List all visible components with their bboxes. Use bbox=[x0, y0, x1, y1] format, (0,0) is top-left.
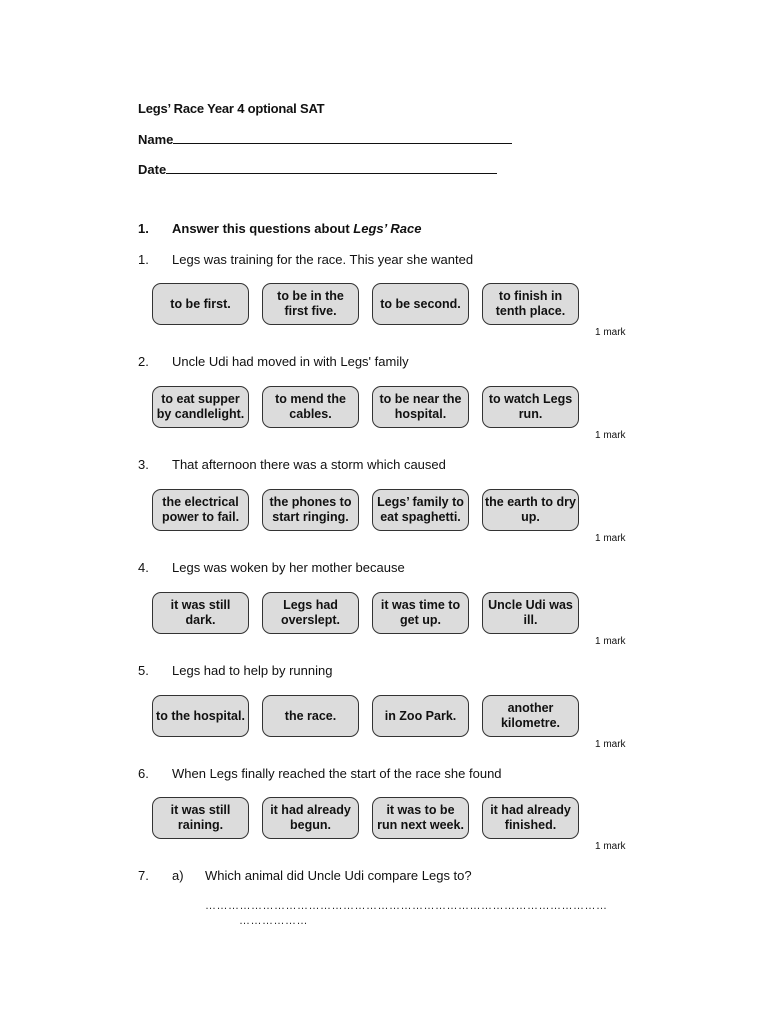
question-number: 4. bbox=[138, 560, 149, 575]
answer-options-1 bbox=[152, 283, 582, 325]
mark-label: 1 mark bbox=[595, 841, 626, 852]
answer-option[interactable]: it had already begun. bbox=[262, 797, 359, 839]
date-field[interactable] bbox=[138, 161, 497, 177]
question-stem: That afternoon there was a storm which caused bbox=[172, 457, 446, 472]
question-number: 7. bbox=[138, 868, 149, 883]
answer-options-5 bbox=[152, 695, 582, 737]
answer-options-6 bbox=[152, 797, 582, 839]
answer-option[interactable]: to be first. bbox=[152, 283, 249, 325]
answer-options-3 bbox=[152, 489, 582, 531]
answer-option[interactable]: the electrical power to fail. bbox=[152, 489, 249, 531]
question-number: 6. bbox=[138, 766, 149, 781]
question-stem: Legs had to help by running bbox=[172, 663, 333, 678]
question-number: 2. bbox=[138, 354, 149, 369]
section-instruction: Answer this questions about Legs’ Race bbox=[172, 221, 422, 236]
answer-line-continued[interactable]: ……………… bbox=[239, 915, 308, 927]
answer-option[interactable]: in Zoo Park. bbox=[372, 695, 469, 737]
answer-line[interactable]: …………………………………………………………………………………………… bbox=[205, 900, 608, 912]
answer-option[interactable]: to finish in tenth place. bbox=[482, 283, 579, 325]
question-stem: Legs was woken by her mother because bbox=[172, 560, 405, 575]
answer-option[interactable]: Legs had overslept. bbox=[262, 592, 359, 634]
sub-question-label: a) bbox=[172, 868, 184, 883]
answer-options-2 bbox=[152, 386, 582, 428]
answer-option[interactable]: it was still raining. bbox=[152, 797, 249, 839]
name-label: Name bbox=[138, 132, 174, 147]
name-underline[interactable] bbox=[173, 131, 512, 144]
question-stem: Legs was training for the race. This year she wanted bbox=[172, 252, 474, 267]
answer-option[interactable]: to be in the first five. bbox=[262, 283, 359, 325]
question-number: 3. bbox=[138, 457, 149, 472]
section-number: 1. bbox=[138, 221, 149, 236]
mark-label: 1 mark bbox=[595, 533, 626, 544]
date-underline[interactable] bbox=[166, 161, 497, 174]
answer-option[interactable]: the race. bbox=[262, 695, 359, 737]
worksheet-title: Legs’ Race Year 4 optional SAT bbox=[138, 101, 325, 116]
answer-option[interactable]: to mend the cables. bbox=[262, 386, 359, 428]
answer-option[interactable]: to be near the hospital. bbox=[372, 386, 469, 428]
mark-label: 1 mark bbox=[595, 636, 626, 647]
answer-option[interactable]: it was still dark. bbox=[152, 592, 249, 634]
answer-option[interactable]: it had already finished. bbox=[482, 797, 579, 839]
mark-label: 1 mark bbox=[595, 430, 626, 441]
answer-options-4 bbox=[152, 592, 582, 634]
question-stem: Uncle Udi had moved in with Legs' family bbox=[172, 354, 409, 369]
answer-option[interactable]: to eat supper by candlelight. bbox=[152, 386, 249, 428]
answer-option[interactable]: it was time to get up. bbox=[372, 592, 469, 634]
answer-option[interactable]: to the hospital. bbox=[152, 695, 249, 737]
date-label: Date bbox=[138, 162, 167, 177]
question-number: 1. bbox=[138, 252, 149, 267]
answer-option[interactable]: the earth to dry up. bbox=[482, 489, 579, 531]
answer-option[interactable]: to be second. bbox=[372, 283, 469, 325]
answer-option[interactable]: Uncle Udi was ill. bbox=[482, 592, 579, 634]
answer-option[interactable]: Legs’ family to eat spaghetti. bbox=[372, 489, 469, 531]
answer-option[interactable]: the phones to start ringing. bbox=[262, 489, 359, 531]
book-title: Legs’ Race bbox=[353, 221, 422, 236]
mark-label: 1 mark bbox=[595, 739, 626, 750]
answer-option[interactable]: to watch Legs run. bbox=[482, 386, 579, 428]
answer-option[interactable]: another kilometre. bbox=[482, 695, 579, 737]
question-stem: Which animal did Uncle Udi compare Legs to? bbox=[205, 868, 472, 883]
question-number: 5. bbox=[138, 663, 149, 678]
mark-label: 1 mark bbox=[595, 327, 626, 338]
name-field[interactable] bbox=[138, 131, 512, 147]
answer-option[interactable]: it was to be run next week. bbox=[372, 797, 469, 839]
question-stem: When Legs finally reached the start of the race she found bbox=[172, 766, 502, 781]
